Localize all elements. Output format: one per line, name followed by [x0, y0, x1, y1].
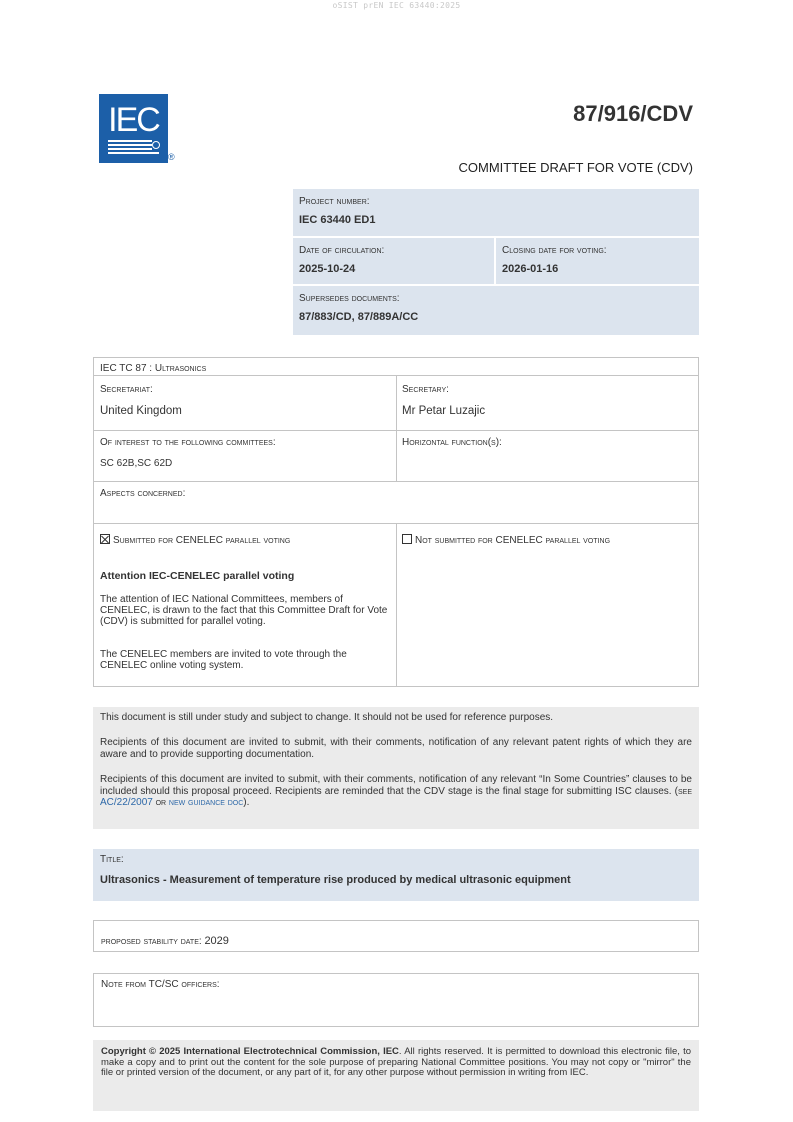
logo-line: [108, 140, 152, 142]
notice-p3-text: Recipients of this document are invited to submit, with their comments, notification of any relevant “In Some Countries” clauses to be included should this proposal proceed. Recipients are reminded that the CDV stage is the final stage for submitting ISC clauses. (: [100, 774, 692, 797]
date-circulation-value: 2025-10-24: [299, 263, 356, 275]
project-number-block: [293, 189, 699, 236]
supersedes-value: 87/883/CD, 87/889A/CC: [299, 311, 419, 323]
supersedes-label: Supersedes documents:: [299, 293, 400, 304]
notice-paragraph-1: This document is still under study and subject to change. It should not be used for reference purposes.: [100, 712, 554, 723]
tc-prefix: IEC TC 87 :: [100, 363, 155, 374]
not-submitted-label: Not submitted for CENELEC parallel voting: [415, 535, 611, 546]
secretary-label: Secretary:: [402, 384, 449, 395]
project-number-value: IEC 63440 ED1: [299, 214, 376, 226]
note-label: Note from TC/SC officers:: [101, 979, 220, 990]
or-text: or: [155, 797, 167, 808]
title-block: [93, 849, 699, 901]
secretariat-value: United Kingdom: [100, 405, 182, 417]
note-box: [93, 973, 699, 1027]
stability-date: [101, 931, 229, 949]
submitted-option[interactable]: [100, 534, 290, 546]
interest-value: SC 62B,SC 62D: [100, 458, 173, 469]
iec-logo: [99, 94, 168, 163]
watermark: oSIST prEN IEC 63440:2025: [332, 1, 461, 10]
secretariat-label: Secretariat:: [100, 384, 153, 395]
closing-date-value: 2026-01-16: [502, 263, 559, 275]
notice-block: [93, 707, 699, 829]
project-number-label: Project number:: [299, 196, 370, 207]
interest-label: Of interest to the following committees:: [100, 437, 276, 448]
supersedes-block: [293, 286, 699, 335]
attention-paragraph-2: The CENELEC members are invited to vote through the CENELEC online voting system.: [100, 649, 347, 671]
closing-date-label: Closing date for voting:: [502, 245, 607, 256]
document-type: COMMITTEE DRAFT FOR VOTE (CDV): [458, 160, 693, 175]
copyright-block: [93, 1040, 699, 1111]
attention-title: Attention IEC-CENELEC parallel voting: [100, 570, 295, 582]
secretary-value: Mr Petar Luzajic: [402, 405, 486, 417]
logo-line: [108, 144, 152, 146]
tc-heading: [100, 363, 206, 374]
see-text: see: [677, 785, 692, 797]
not-submitted-option[interactable]: [402, 534, 610, 546]
link-ac-22-2007[interactable]: AC/22/2007: [100, 797, 153, 808]
link-new-guidance-doc[interactable]: new guidance doc: [168, 797, 244, 808]
date-circulation-block: [293, 238, 494, 284]
stability-label: proposed stability date:: [101, 936, 205, 947]
notice-paragraph-2: Recipients of this document are invited to submit, with their comments, notification of any relevant patent rights of which they are aware and to provide supporting documentation.: [100, 737, 692, 760]
copyright-bold: Copyright © 2025 International Electrotechnical Commission, IEC: [101, 1046, 399, 1057]
date-circulation-label: Date of circulation:: [299, 245, 385, 256]
closing-date-block: [496, 238, 699, 284]
stability-value: 2029: [204, 935, 229, 947]
logo-line: [108, 152, 159, 154]
logo-line: [108, 148, 152, 150]
title-label: Title:: [100, 854, 124, 865]
aspects-label: Aspects concerned:: [100, 488, 186, 499]
copyright-body: . All rights reserved. It is permitted to download this electronic file, to make a copy and to print out the content for the sole purpose of preparing National Committee positions. You may not copy or "mirror" the file or printed version of the document, or any part of it, for any other purpose without permission in writing from IEC.: [101, 1046, 691, 1078]
registered-mark: ®: [168, 152, 175, 162]
tc-name: Ultrasonics: [154, 363, 207, 374]
logo-dot: [152, 141, 160, 149]
checked-box-icon[interactable]: [100, 534, 110, 544]
stability-box: [93, 920, 699, 952]
unchecked-box-icon[interactable]: [402, 534, 412, 544]
title-text: Ultrasonics - Measurement of temperature rise produced by medical ultrasonic equipment: [100, 874, 571, 886]
copyright-text: [101, 1047, 691, 1079]
document-number: 87/916/CDV: [573, 101, 693, 126]
notice-paragraph-3: [100, 774, 692, 809]
submitted-label: Submitted for CENELEC parallel voting: [113, 535, 291, 546]
close-paren: ).: [243, 797, 250, 808]
attention-paragraph-1: The attention of IEC National Committees, members of CENELEC, is drawn to the fact that this Committee Draft for Vote (CDV) is submitted for parallel voting.: [100, 594, 388, 627]
logo-text: IEC: [108, 101, 159, 139]
horizontal-function-label: Horizontal function(s):: [402, 437, 502, 448]
